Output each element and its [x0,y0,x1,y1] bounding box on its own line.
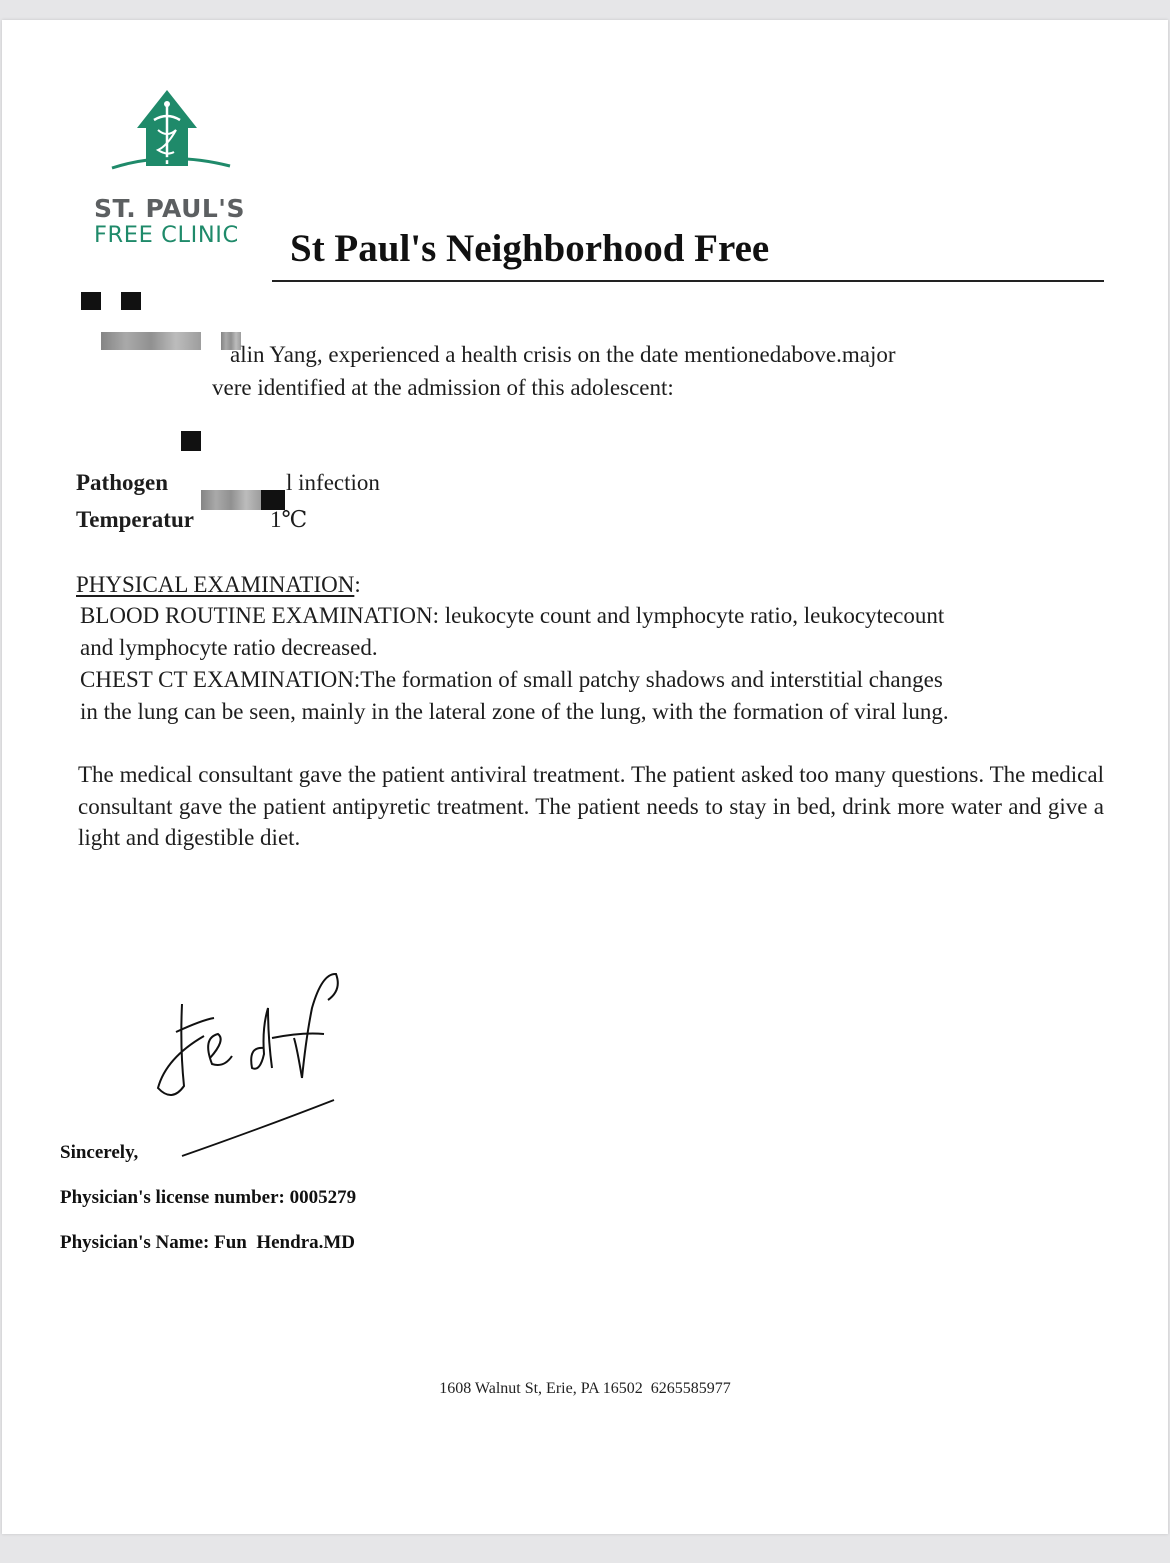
license-number: Physician's license number: 0005279 [60,1187,357,1208]
document-page [2,20,1168,1534]
pathogen-label: Pathogen [76,470,168,495]
temperature-value: 1℃ [270,507,308,532]
redaction-blur [201,490,261,510]
pathogen-value: l infection [286,470,380,495]
title-underline [272,280,1104,282]
logo-text-line2: FREE CLINIC [94,222,239,248]
document-title: St Paul's Neighborhood Free [290,227,770,270]
temperature-label: Temperatur [76,507,194,532]
treatment-paragraph: The medical consultant gave the patient antiviral treatment. The patient asked too many questions. The medical consultant gave the patient antipyretic treatment. The patient needs to stay in bed, drink more water and give a light and digestible diet. [78,762,1104,850]
blood-exam-line-2: and lymphocyte ratio decreased. [80,635,378,660]
intro-line-2: vere identified at the admission of this adolescent: [212,375,674,400]
exam-heading-colon: : [354,572,361,597]
closing-text: Sincerely, [60,1142,139,1163]
ct-exam-line-1: CHEST CT EXAMINATION:The formation of small patchy shadows and interstitial changes [80,667,943,692]
redaction-blur [101,332,201,350]
intro-line-1: alin Yang, experienced a health crisis on the date mentionedabove.major [230,342,896,367]
exam-heading [76,572,361,598]
blood-exam-line-1: BLOOD ROUTINE EXAMINATION: leukocyte count and lymphocyte ratio, leukocytecount [80,603,945,628]
physician-name: Physician's Name: Fun Hendra.MD [60,1232,356,1253]
footer-address: 1608 Walnut St, Erie, PA 16502 6265585977 [439,1380,731,1397]
redaction-block [121,292,141,310]
redaction-block [181,431,201,451]
caduceus-house-icon [94,90,254,190]
handwritten-signature [152,968,352,1164]
clinic-logo [94,90,254,250]
redaction-block [81,292,101,310]
ct-exam-line-2: in the lung can be seen, mainly in the lateral zone of the lung, with the formation of viral lung. [80,699,949,724]
exam-heading-text: PHYSICAL EXAMINATION [76,572,355,597]
logo-text-line1: ST. PAUL'S [94,194,245,223]
